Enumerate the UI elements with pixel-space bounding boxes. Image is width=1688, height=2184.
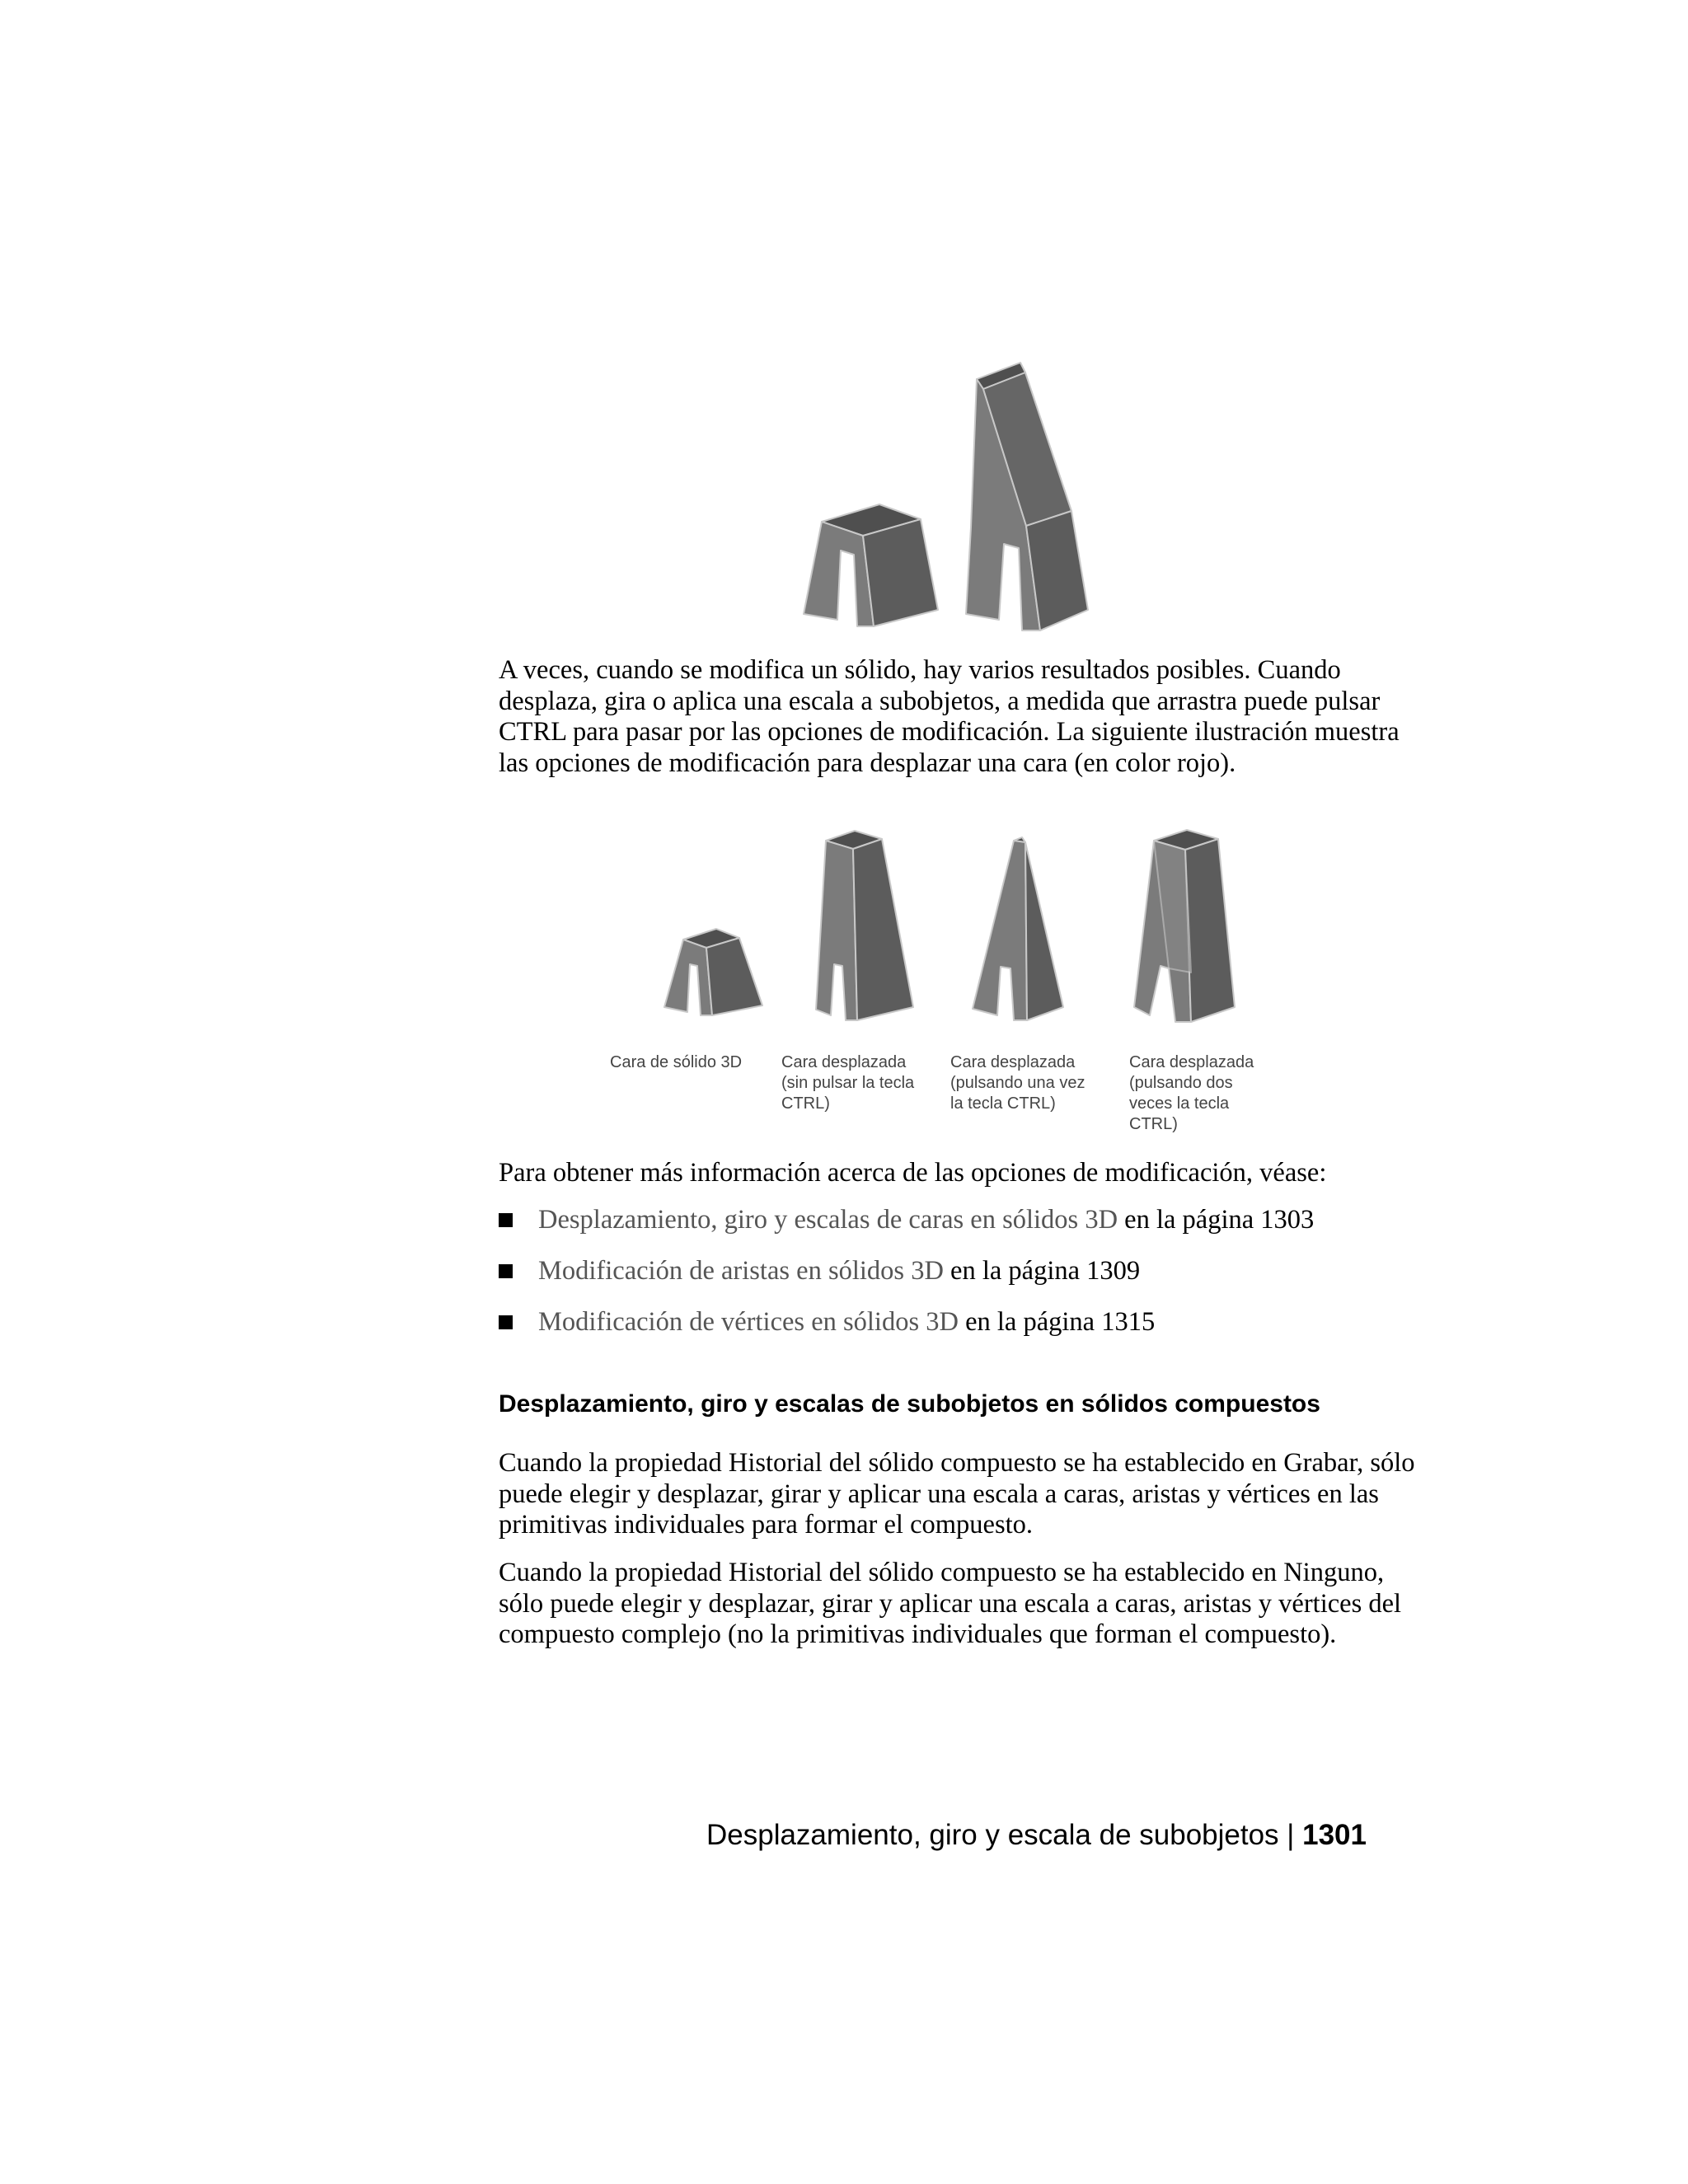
bullet-square-icon [499, 1264, 513, 1278]
caption-face-moved-ctrl-once: Cara desplazada (pulsando una vez la tecla CTRL) [950, 1053, 1085, 1113]
footer-separator: | [1287, 1819, 1295, 1851]
link-aristas-3d[interactable]: Modificación de aristas en sólidos 3D [538, 1256, 944, 1286]
section-heading: Desplazamiento, giro y escalas de subobjetos en sólidos compuestos [499, 1390, 1320, 1418]
list-intro: Para obtener más información acerca de las opciones de modificación, véase: [499, 1158, 1327, 1188]
figure-top-arch-tall [966, 363, 1088, 630]
list-item [499, 1256, 1422, 1307]
page-number: 1301 [1302, 1819, 1367, 1851]
caption-face-moved-ctrl-twice: Cara desplazada (pulsando dos veces la tecla CTRL) [1129, 1053, 1254, 1133]
link-page-ref: en la página 1315 [958, 1307, 1156, 1337]
list-item [499, 1307, 1422, 1358]
figure-top-arch-short [804, 504, 938, 626]
bullet-square-icon [499, 1213, 513, 1227]
figure-face-moved-no-ctrl [816, 831, 913, 1020]
figure-face-moved-ctrl-once [973, 837, 1063, 1020]
caption-solid-face: Cara de sólido 3D [610, 1053, 743, 1071]
paragraph-intro: A veces, cuando se modifica un sólido, hay varios resultados posibles. Cuando desplaza, gira o aplica una escala a subobjetos, a medida que arrastra puede pulsar CTRL para pasar por las opciones de modificación. La siguiente ilustración muestra las opciones de modificación para desplazar una cara (en color rojo). [499, 655, 1400, 778]
figure-face-moved-ctrl-twice [1134, 830, 1235, 1022]
caption-face-moved-no-ctrl: Cara desplazada (sin pulsar la tecla CTRL) [781, 1053, 915, 1113]
page-footer [706, 1819, 1367, 1852]
footer-title: Desplazamiento, giro y escala de subobjetos [706, 1819, 1279, 1851]
bullet-square-icon [499, 1315, 513, 1329]
figure-solid-face-3d [664, 929, 762, 1015]
list-item [499, 1205, 1422, 1256]
paragraph-ninguno: Cuando la propiedad Historial del sólido compuesto se ha establecido en Ninguno, sólo puede elegir y desplazar, girar y aplicar una escala a caras, aristas y vértices del compuesto complejo (no la primitivas individuales que forman el compuesto). [499, 1558, 1402, 1649]
link-vertices-3d[interactable]: Modificación de vértices en sólidos 3D [538, 1307, 959, 1337]
link-page-ref: en la página 1309 [943, 1256, 1141, 1286]
link-page-ref: en la página 1303 [1118, 1205, 1315, 1235]
paragraph-grabar: Cuando la propiedad Historial del sólido compuesto se ha establecido en Grabar, sólo puede elegir y desplazar, girar y aplicar una escala a caras, aristas y vértices en las primitivas individuales para formar el compuesto. [499, 1448, 1415, 1540]
link-caras-3d[interactable]: Desplazamiento, giro y escalas de caras en sólidos 3D [538, 1205, 1118, 1235]
reference-list [499, 1205, 1422, 1358]
